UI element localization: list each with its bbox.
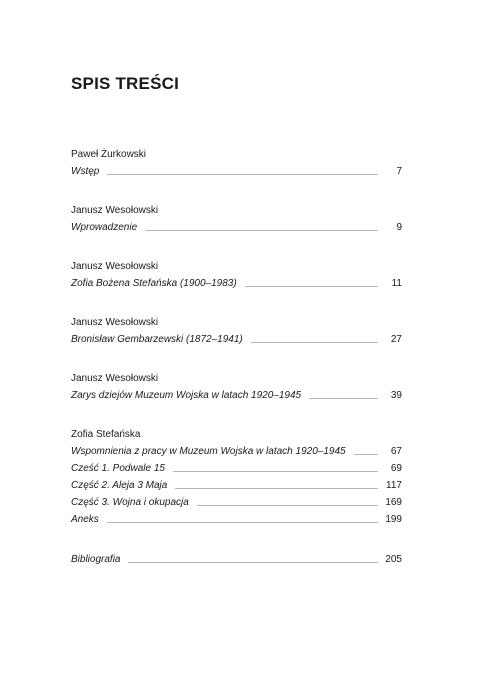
dot-leader xyxy=(354,454,378,455)
toc-author: Janusz Wesołowski xyxy=(71,373,159,384)
toc-entry[interactable] xyxy=(71,477,402,494)
dot-leader xyxy=(175,488,378,489)
toc-author: Janusz Wesołowski xyxy=(71,205,159,216)
toc-entry[interactable] xyxy=(71,551,402,568)
toc-entry[interactable] xyxy=(71,219,402,236)
toc-entry-title: Część 2. Aleja 3 Maja xyxy=(71,480,168,491)
toc-section xyxy=(71,147,402,180)
toc-page-number: 69 xyxy=(390,463,402,474)
toc-section xyxy=(71,427,402,528)
toc-section xyxy=(71,315,402,348)
toc-section xyxy=(71,259,402,292)
dot-leader xyxy=(145,230,378,231)
toc-entry[interactable] xyxy=(71,331,402,348)
toc-page-number: 117 xyxy=(386,480,402,491)
dot-leader xyxy=(251,342,378,343)
toc-page-number: 7 xyxy=(396,166,402,177)
toc-section xyxy=(71,371,402,404)
toc-page-number: 11 xyxy=(391,278,402,289)
dot-leader xyxy=(245,286,378,287)
toc-page-number: 27 xyxy=(390,334,402,345)
page-title: SPIS TREŚCI xyxy=(71,74,180,93)
dot-leader xyxy=(128,562,378,563)
toc-entry[interactable] xyxy=(71,275,402,292)
toc-section xyxy=(71,203,402,236)
toc-section xyxy=(71,551,402,568)
toc-entry[interactable] xyxy=(71,511,402,528)
toc-entry[interactable] xyxy=(71,460,402,477)
dot-leader xyxy=(197,505,378,506)
toc-entry-title: Wspomnienia z pracy w Muzeum Wojska w latach 1920–1945 xyxy=(71,446,346,457)
toc-entry[interactable] xyxy=(71,387,402,404)
toc-page-number: 39 xyxy=(390,390,402,401)
dot-leader xyxy=(173,471,378,472)
dot-leader xyxy=(107,522,378,523)
toc-entry-title: Wprowadzenie xyxy=(71,222,138,233)
toc-author: Janusz Wesołowski xyxy=(71,317,159,328)
toc-entry-title: Wstęp xyxy=(71,166,100,177)
toc-page-number: 169 xyxy=(385,497,402,508)
toc-entry[interactable] xyxy=(71,163,402,180)
toc-page-number: 67 xyxy=(390,446,402,457)
dot-leader xyxy=(309,398,378,399)
toc-page-number: 9 xyxy=(396,222,402,233)
toc-entry-title: Bibliografia xyxy=(71,554,121,565)
toc-author: Zofia Stefańska xyxy=(71,429,141,440)
toc-author: Janusz Wesołowski xyxy=(71,261,159,272)
toc-entry[interactable] xyxy=(71,494,402,511)
toc-entry[interactable] xyxy=(71,443,402,460)
toc-entry-title: Aneks xyxy=(71,514,99,525)
toc-entry-title: Zarys dziejów Muzeum Wojska w latach 1920–1945 xyxy=(71,390,302,401)
toc-page-number: 205 xyxy=(385,554,402,565)
toc-entry-title: Część 3. Wojna i okupacja xyxy=(71,497,189,508)
toc-entry-title: Bronisław Gembarzewski (1872–1941) xyxy=(71,334,243,345)
table-of-contents xyxy=(71,147,402,591)
toc-entry-title: Zofia Bożena Stefańska (1900–1983) xyxy=(71,278,237,289)
toc-entry-title: Cześć 1. Podwale 15 xyxy=(71,463,165,474)
toc-author: Paweł Żurkowski xyxy=(71,149,147,160)
toc-page-number: 199 xyxy=(385,514,402,525)
dot-leader xyxy=(107,174,378,175)
